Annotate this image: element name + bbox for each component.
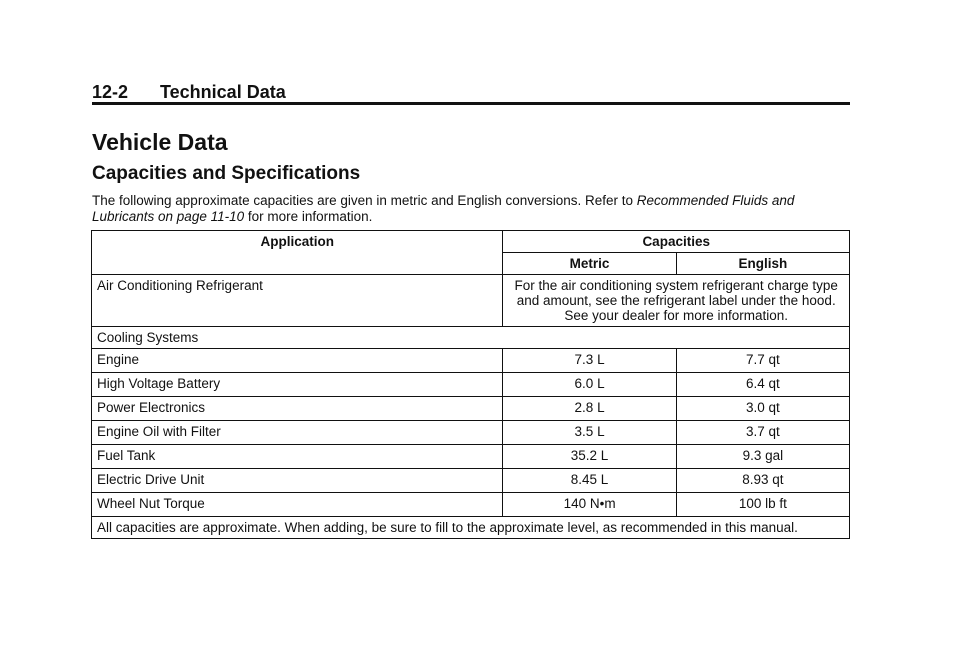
metric-value: 8.45 L	[503, 469, 676, 493]
english-value: 7.7 qt	[676, 349, 849, 373]
english-value: 8.93 qt	[676, 469, 849, 493]
table-row	[92, 349, 850, 373]
table-row	[92, 493, 850, 517]
table-row	[92, 445, 850, 469]
row-label: Electric Drive Unit	[92, 469, 503, 493]
table-row-ac	[92, 275, 850, 327]
row-label: High Voltage Battery	[92, 373, 503, 397]
metric-value: 6.0 L	[503, 373, 676, 397]
section-name: Technical Data	[160, 82, 286, 102]
row-label: Wheel Nut Torque	[92, 493, 503, 517]
subsection-title: Capacities and Specifications	[92, 163, 361, 184]
header-rule	[92, 102, 850, 105]
intro-text-end: for more information.	[247, 209, 373, 224]
metric-value: 140 N•m	[503, 493, 676, 517]
group-label-cooling: Cooling Systems	[92, 327, 850, 349]
table-row-group	[92, 327, 850, 349]
page-header	[92, 82, 850, 102]
metric-value: 2.8 L	[503, 397, 676, 421]
english-value: 9.3 gal	[676, 445, 849, 469]
capacities-table	[91, 230, 850, 539]
header-metric: Metric	[503, 253, 676, 275]
table-row	[92, 469, 850, 493]
row-label: Engine Oil with Filter	[92, 421, 503, 445]
table-row	[92, 373, 850, 397]
row-label: Air Conditioning Refrigerant	[92, 275, 503, 327]
table-row	[92, 421, 850, 445]
row-label: Engine	[92, 349, 503, 373]
english-value: 100 lb ft	[676, 493, 849, 517]
ac-note: For the air conditioning system refrigerant charge type and amount, see the refrigerant label under the hood. See your dealer for more information.	[503, 275, 850, 327]
metric-value: 35.2 L	[503, 445, 676, 469]
page-number: 12-2	[92, 82, 129, 102]
english-value: 6.4 qt	[676, 373, 849, 397]
english-value: 3.7 qt	[676, 421, 849, 445]
metric-value: 3.5 L	[503, 421, 676, 445]
header-english: English	[676, 253, 849, 275]
metric-value: 7.3 L	[503, 349, 676, 373]
row-label: Fuel Tank	[92, 445, 503, 469]
intro-paragraph	[92, 193, 850, 225]
english-value: 3.0 qt	[676, 397, 849, 421]
table-row-footnote	[92, 517, 850, 539]
footnote: All capacities are approximate. When adding, be sure to fill to the approximate level, as recommended in this manual.	[92, 517, 850, 539]
row-label: Power Electronics	[92, 397, 503, 421]
header-application: Application	[92, 231, 503, 275]
page-title: Vehicle Data	[92, 129, 228, 155]
header-capacities: Capacities	[503, 231, 850, 253]
table-row	[92, 397, 850, 421]
intro-text: The following approximate capacities are given in metric and English conversions. Refer to	[92, 193, 634, 208]
cross-reference-link[interactable]: Recommended Fluids and Lubricants on page 11-10	[92, 193, 795, 224]
